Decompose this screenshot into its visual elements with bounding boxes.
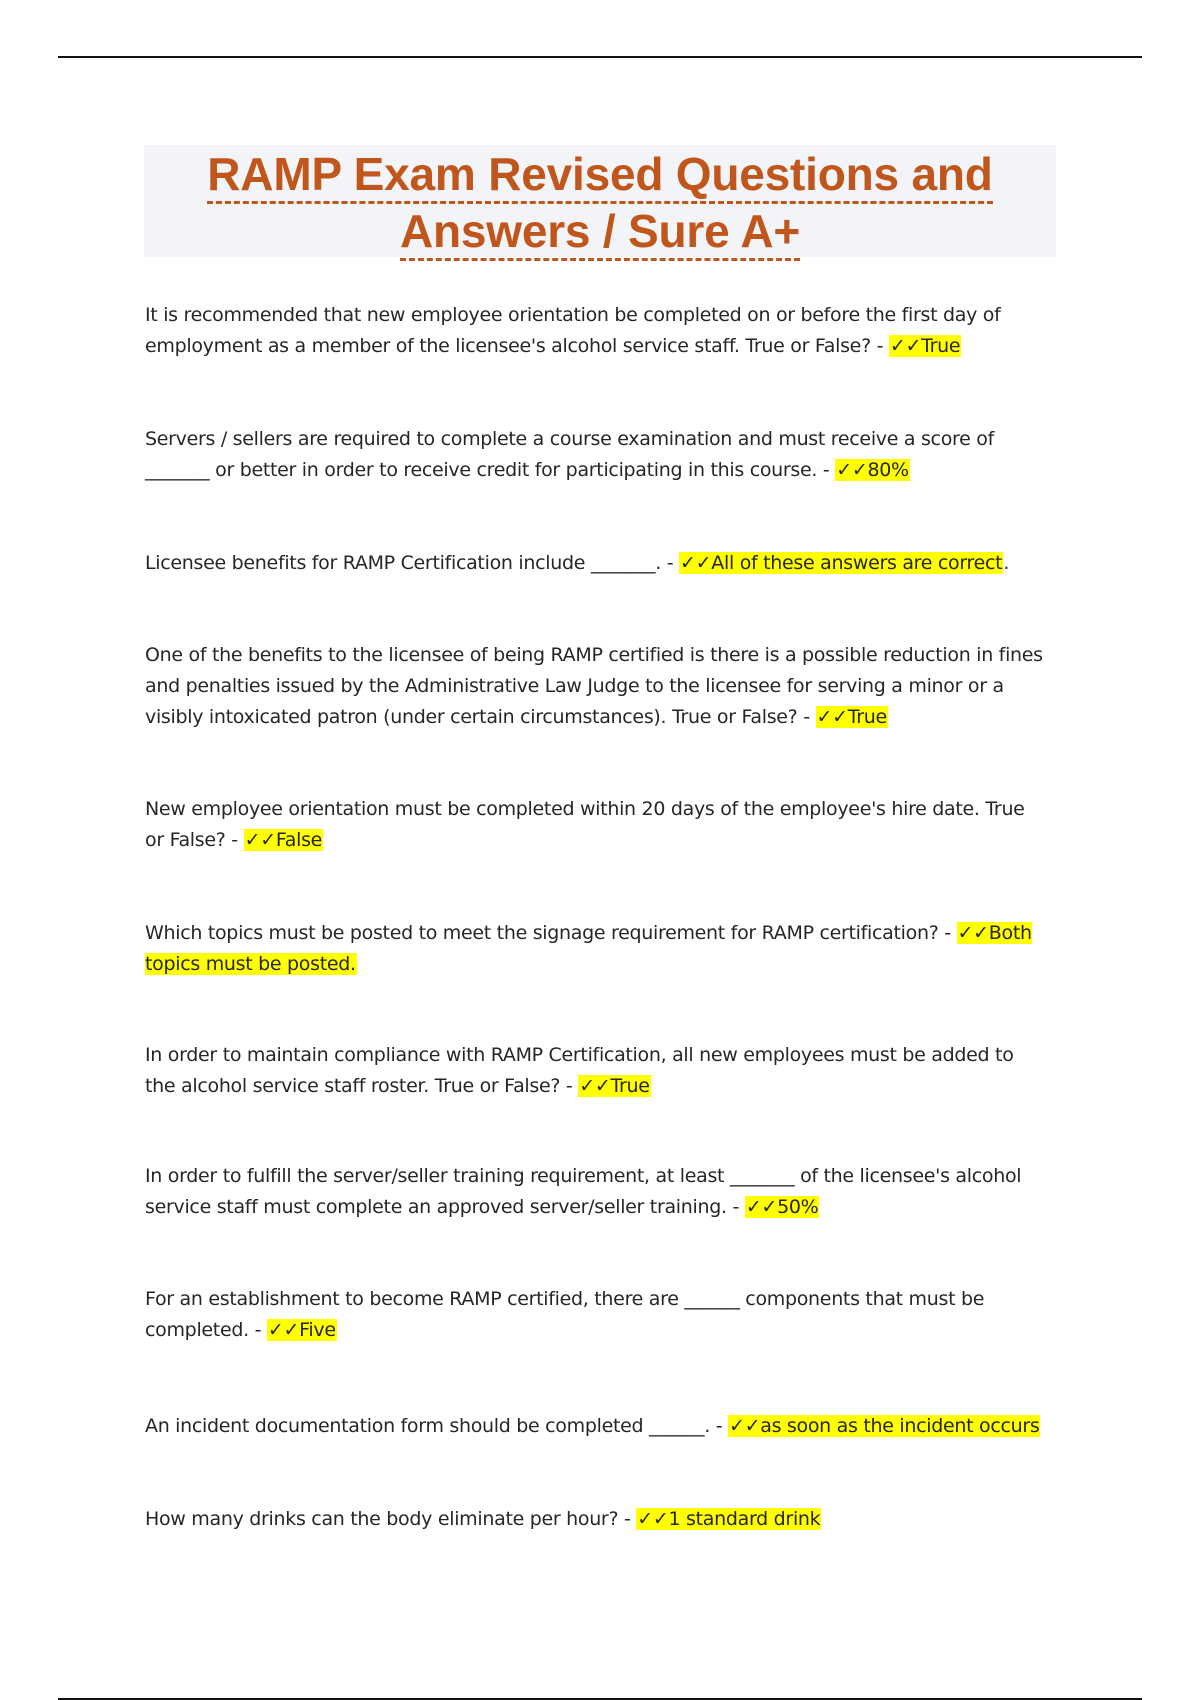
- page-title-line-2: Answers / Sure A+: [400, 204, 800, 261]
- answer-separator: -: [618, 1508, 637, 1530]
- qa-item: [145, 640, 1045, 733]
- qa-item: [145, 1161, 1045, 1223]
- answer-separator: -: [938, 922, 957, 944]
- qa-item: [145, 1040, 1045, 1102]
- question-text: In order to fulfill the server/seller training requirement, at least _______ of the licensee's alcohol service staff must complete an approved server/seller training.: [145, 1165, 1022, 1218]
- answer-separator: -: [709, 1415, 728, 1437]
- answer-highlight: [636, 1508, 821, 1530]
- answer-highlight: [679, 552, 1003, 574]
- answer-separator: -: [870, 335, 889, 357]
- answer-text: 50%: [777, 1196, 819, 1218]
- qa-item: [145, 1284, 1045, 1346]
- qa-item: [145, 548, 1045, 579]
- question-text: How many drinks can the body eliminate per hour?: [145, 1508, 619, 1530]
- question-text: An incident documentation form should be completed ______.: [145, 1415, 710, 1437]
- qa-item: [145, 794, 1045, 856]
- answer-highlight: [745, 1196, 820, 1218]
- answer-separator: -: [661, 552, 680, 574]
- answer-separator: -: [797, 706, 816, 728]
- answer-separator: -: [225, 829, 244, 851]
- answer-text: True: [610, 1075, 650, 1097]
- answer-text: True: [847, 706, 887, 728]
- double-check-icon: ✓✓: [267, 1319, 300, 1341]
- question-text: Licensee benefits for RAMP Certification include _______.: [145, 552, 661, 574]
- answer-text: True: [921, 335, 961, 357]
- question-text: For an establishment to become RAMP certified, there are ______ components that must be completed.: [145, 1288, 985, 1341]
- qa-item: [145, 424, 1045, 486]
- answer-text: Both topics must be posted.: [145, 922, 1032, 975]
- answer-highlight: [816, 706, 888, 728]
- answer-highlight: [889, 335, 961, 357]
- qa-item: [145, 1504, 1045, 1535]
- question-text: One of the benefits to the licensee of being RAMP certified is there is a possible reduction in fines and penalties issued by the Administrative Law Judge to the licensee for serving a minor or a visibly intoxicated patron (under certain circumstances). True or False?: [145, 644, 1043, 728]
- answer-highlight: [267, 1319, 337, 1341]
- answer-highlight: [728, 1415, 1040, 1437]
- double-check-icon: ✓✓: [816, 706, 848, 728]
- answer-text: 1 standard drink: [668, 1508, 821, 1530]
- double-check-icon: ✓✓: [729, 1415, 761, 1437]
- double-check-icon: ✓✓: [745, 1196, 778, 1218]
- answer-highlight: [835, 459, 910, 481]
- double-check-icon: ✓✓: [244, 829, 276, 851]
- answer-separator: -: [248, 1319, 267, 1341]
- double-check-icon: ✓✓: [957, 922, 989, 944]
- question-text: It is recommended that new employee orientation be completed on or before the first day of employment as a member of the licensee's alcohol service staff. True or False?: [145, 304, 1001, 357]
- answer-text: as soon as the incident occurs: [760, 1415, 1040, 1437]
- question-text: Which topics must be posted to meet the signage requirement for RAMP certification?: [145, 922, 939, 944]
- double-check-icon: ✓✓: [579, 1075, 611, 1097]
- double-check-icon: ✓✓: [637, 1508, 669, 1530]
- page-title-line-1: RAMP Exam Revised Questions and: [207, 147, 992, 204]
- answer-separator: -: [817, 459, 836, 481]
- double-check-icon: ✓✓: [889, 335, 922, 357]
- question-text: In order to maintain compliance with RAMP Certification, all new employees must be added to the alcohol service staff roster. True or False?: [145, 1044, 1014, 1097]
- question-text: New employee orientation must be completed within 20 days of the employee's hire date. True or False?: [145, 798, 1025, 851]
- answer-text: Five: [299, 1319, 336, 1341]
- header-rule: [58, 56, 1142, 58]
- double-check-icon: ✓✓: [836, 459, 868, 481]
- answer-highlight: [244, 829, 323, 851]
- answer-highlight: [578, 1075, 650, 1097]
- answer-trailing: .: [1003, 552, 1010, 574]
- answer-text: 80%: [867, 459, 909, 481]
- qa-item: [145, 300, 1045, 362]
- question-text: Servers / sellers are required to complete a course examination and must receive a score of _______ or better in order to receive credit for participating in this course.: [145, 428, 994, 481]
- qa-item: [145, 918, 1045, 980]
- qa-item: [145, 1411, 1045, 1442]
- answer-text: False: [275, 829, 323, 851]
- title-box: [144, 145, 1056, 257]
- answer-separator: -: [560, 1075, 579, 1097]
- answer-text: All of these answers are correct: [711, 552, 1003, 574]
- double-check-icon: ✓✓: [680, 552, 712, 574]
- answer-separator: -: [726, 1196, 745, 1218]
